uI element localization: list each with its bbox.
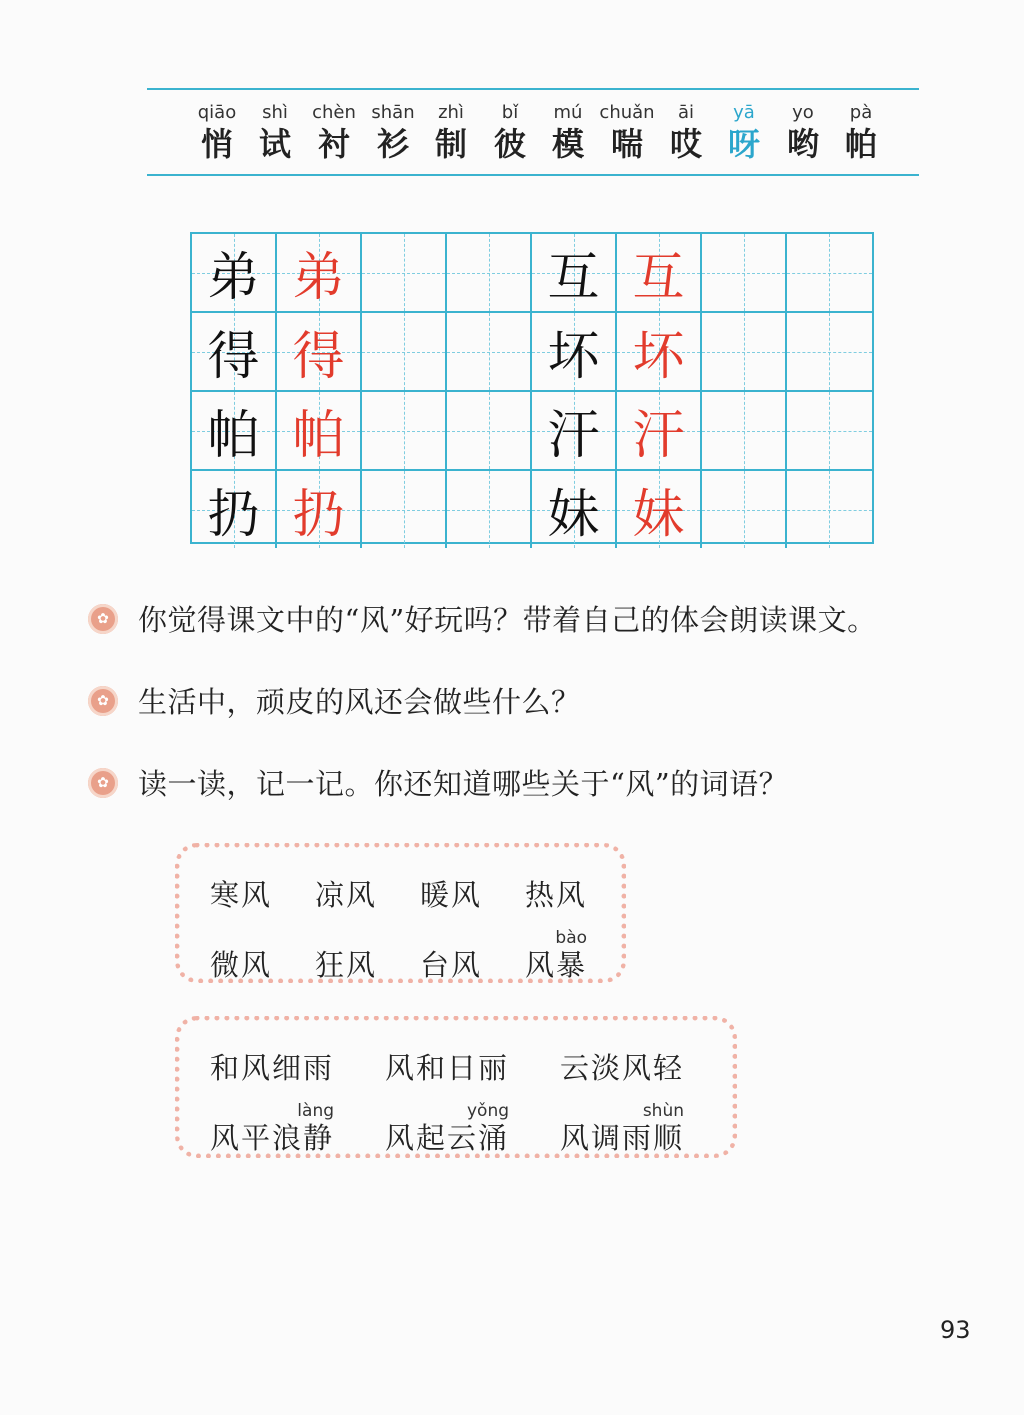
word-pinyin: làng	[297, 1101, 335, 1121]
grid-row	[192, 313, 872, 392]
word-text: 暖风	[420, 878, 483, 912]
new-char-hanzi: 模	[551, 125, 584, 163]
grid-cell-empty[interactable]	[447, 234, 532, 311]
new-char-hanzi: 呀	[727, 125, 760, 163]
word-pinyin	[420, 858, 482, 878]
new-char-hanzi: 哎	[669, 125, 702, 163]
word-pinyin	[420, 928, 482, 948]
model-char: 汗	[547, 406, 600, 466]
model-char: 得	[207, 327, 260, 387]
model-char: 扔	[207, 485, 260, 545]
grid-cell-empty[interactable]	[787, 471, 872, 548]
word-item	[210, 1101, 334, 1155]
word-text: 寒风	[210, 878, 273, 912]
grid-cell-empty[interactable]	[787, 313, 872, 390]
grid-cell-char	[192, 471, 277, 548]
new-char-pinyin: bǐ	[501, 102, 519, 123]
grid-cell-char	[532, 234, 617, 311]
new-characters-strip	[147, 88, 919, 178]
grid-row	[192, 392, 872, 471]
word-text: 风调雨顺	[560, 1121, 685, 1155]
word-item	[385, 1101, 509, 1155]
word-pinyin: bào	[555, 928, 588, 948]
example-char: 得	[292, 327, 345, 387]
word-pinyin	[210, 1031, 334, 1051]
word-text: 微风	[210, 948, 273, 982]
strip-top-rule	[147, 88, 919, 90]
word-pinyin	[525, 858, 587, 878]
question-2	[88, 680, 581, 721]
grid-cell-empty[interactable]	[702, 234, 787, 311]
word-text: 风平浪静	[210, 1121, 335, 1155]
example-char: 妹	[632, 485, 685, 545]
new-char-hanzi: 制	[434, 125, 467, 163]
question-3	[88, 762, 788, 803]
new-char-pinyin: shān	[371, 102, 415, 123]
word-text: 风和日丽	[385, 1051, 510, 1085]
word-item	[315, 928, 377, 982]
new-char-hanzi: 悄	[200, 125, 233, 163]
word-text: 台风	[420, 948, 483, 982]
model-char: 弟	[207, 248, 260, 308]
word-item	[315, 858, 377, 912]
grid-cell-example	[617, 471, 702, 548]
reading-bullet-icon: ✿	[88, 604, 118, 634]
word-pinyin	[210, 858, 272, 878]
new-char-pinyin: pà	[849, 102, 873, 123]
question-1	[88, 598, 877, 639]
page-number: 93	[940, 1316, 971, 1344]
new-char-hanzi: 喘	[610, 125, 643, 163]
word-pinyin	[315, 858, 377, 878]
word-text: 热风	[525, 878, 588, 912]
word-item	[525, 928, 587, 982]
writing-practice-grid	[190, 232, 874, 544]
grid-cell-empty[interactable]	[702, 392, 787, 469]
example-char: 扔	[292, 485, 345, 545]
wind-idioms-box	[175, 1016, 737, 1158]
grid-cell-empty[interactable]	[447, 392, 532, 469]
grid-cell-empty[interactable]	[362, 392, 447, 469]
word-text: 云淡风轻	[560, 1051, 685, 1085]
grid-cell-empty[interactable]	[447, 471, 532, 548]
grid-cell-char	[192, 313, 277, 390]
new-char-pinyin: mú	[553, 102, 583, 123]
new-char-pinyin: zhì	[438, 102, 464, 123]
word-pinyin	[385, 1031, 509, 1051]
model-char: 互	[547, 248, 600, 308]
new-char-pinyin: qiāo	[197, 102, 237, 123]
word-item	[560, 1031, 684, 1085]
word-item	[525, 858, 587, 912]
grid-cell-example	[277, 392, 362, 469]
grid-row	[192, 471, 872, 548]
example-char: 坏	[632, 327, 685, 387]
wind-words-box	[175, 843, 626, 983]
new-char-hanzi: 衬	[317, 125, 350, 163]
word-text: 风起云涌	[385, 1121, 510, 1155]
word-item	[210, 928, 272, 982]
new-char-pinyin: āi	[677, 102, 695, 123]
question-text: 你觉得课文中的“风”好玩吗？带着自己的体会朗读课文。	[138, 603, 877, 637]
grid-cell-example	[277, 313, 362, 390]
grid-cell-char	[532, 313, 617, 390]
new-char-hanzi: 试	[258, 125, 291, 163]
grid-cell-example	[617, 392, 702, 469]
reading-bullet-icon: ✿	[88, 768, 118, 798]
word-text: 和风细雨	[210, 1051, 335, 1085]
new-char-hanzi: 帕	[844, 125, 877, 163]
grid-cell-empty[interactable]	[787, 392, 872, 469]
grid-cell-example	[617, 313, 702, 390]
grid-cell-example	[277, 471, 362, 548]
strip-bottom-rule	[147, 174, 919, 176]
new-char-pinyin: shì	[262, 102, 288, 123]
new-char-pinyin: yo	[792, 102, 814, 123]
word-pinyin	[315, 928, 377, 948]
model-char: 帕	[207, 406, 260, 466]
grid-row	[192, 234, 872, 313]
grid-cell-empty[interactable]	[362, 471, 447, 548]
word-text: 狂风	[315, 948, 378, 982]
word-pinyin: yǒng	[466, 1101, 510, 1121]
word-pinyin: shùn	[642, 1101, 685, 1121]
new-char-pinyin: chuǎn	[599, 102, 655, 123]
new-char-pinyin: chèn	[312, 102, 356, 123]
word-item	[420, 928, 482, 982]
grid-cell-empty[interactable]	[702, 313, 787, 390]
grid-cell-char	[192, 392, 277, 469]
word-item	[210, 1031, 334, 1085]
grid-cell-empty[interactable]	[702, 471, 787, 548]
grid-cell-empty[interactable]	[787, 234, 872, 311]
example-char: 汗	[632, 406, 685, 466]
word-pinyin	[560, 1031, 684, 1051]
new-char-hanzi: 衫	[376, 125, 409, 163]
example-char: 互	[632, 248, 685, 308]
example-char: 帕	[292, 406, 345, 466]
new-char-hanzi: 哟	[786, 125, 819, 163]
grid-cell-char	[532, 471, 617, 548]
new-char-hanzi: 彼	[493, 125, 526, 163]
word-item	[560, 1101, 684, 1155]
grid-cell-example	[617, 234, 702, 311]
grid-cell-example	[277, 234, 362, 311]
example-char: 弟	[292, 248, 345, 308]
question-text: 读一读，记一记。你还知道哪些关于“风”的词语？	[138, 767, 789, 801]
word-text: 凉风	[315, 878, 378, 912]
word-text: 风暴	[525, 948, 588, 982]
question-text: 生活中，顽皮的风还会做些什么？	[138, 685, 581, 719]
reading-bullet-icon: ✿	[88, 686, 118, 716]
new-char-pinyin: yā	[733, 102, 755, 123]
grid-cell-empty[interactable]	[362, 313, 447, 390]
grid-cell-char	[532, 392, 617, 469]
model-char: 坏	[547, 327, 600, 387]
grid-cell-empty[interactable]	[447, 313, 532, 390]
new-char	[826, 102, 896, 164]
word-item	[420, 858, 482, 912]
word-pinyin	[210, 928, 272, 948]
grid-cell-empty[interactable]	[362, 234, 447, 311]
word-item	[210, 858, 272, 912]
word-item	[385, 1031, 509, 1085]
grid-cell-char	[192, 234, 277, 311]
model-char: 妹	[547, 485, 600, 545]
